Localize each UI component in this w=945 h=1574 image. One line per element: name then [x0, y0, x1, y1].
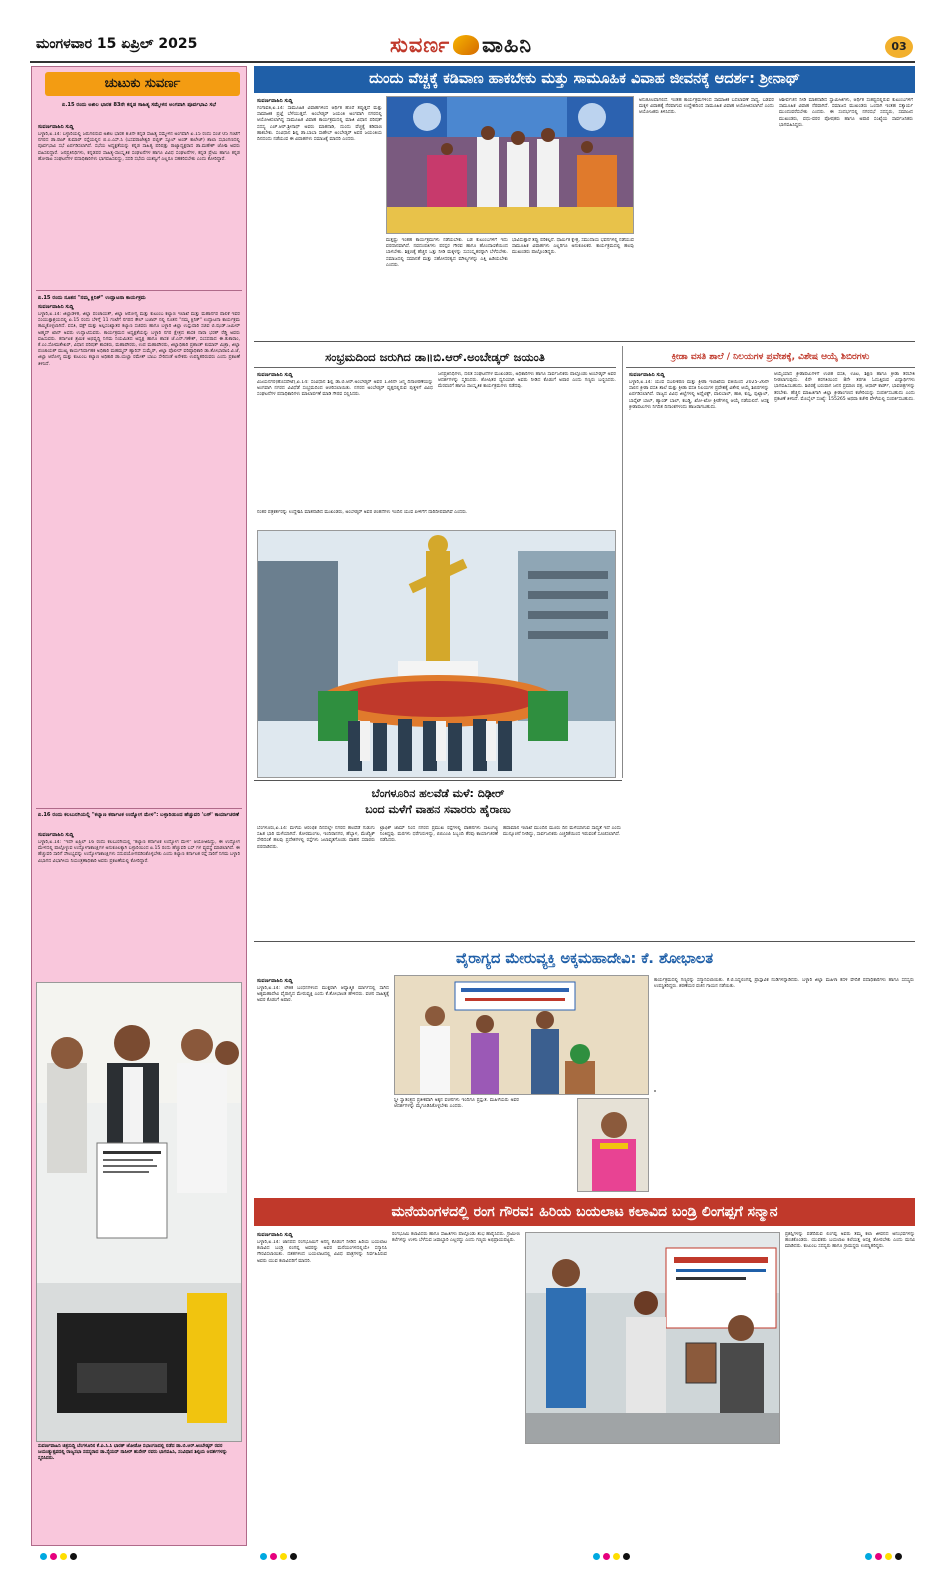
- sidebar-item1-byline: ಸುವರ್ಣವಾಹಿನಿ ಸುದ್ದಿ: [38, 124, 74, 130]
- sidebar-divider: [36, 808, 242, 809]
- sidebar-item1-head: ಏ.15 ರಂದು ಅಖಿಲ ಭಾರತ 83ನೇ ಕನ್ನಡ ಸಾಹಿತ್ಯ ಸಮ್ಮೇಳನ ಅಂಗವಾಗಿ ಪೂರ್ವಭಾವಿ ಸಭೆ: [62, 102, 216, 108]
- story1-headline: ದುಂದು ವೆಚ್ಚಕ್ಕೆ ಕಡಿವಾಣ ಹಾಕಬೇಕು ಮತ್ತು ಸಾಮೂಹಿಕ ವಿವಾಹ ಜೀವನಕ್ಕೆ ಆದರ್ಶ: ಶ್ರೀನಾಥ್: [254, 66, 915, 93]
- story5-col2: ಸ್ತ್ರೀ ಸ್ವಾತಂತ್ರ್ಯದ ಪ್ರತೀಕವಾಗಿ ಅಕ್ಕನ ವಚನಗಳು ಇಂದಿಗೂ ಪ್ರಸ್ತುತ. ಮಹಿಳೆಯರು ಅವರ ಆದರ್ಶಗಳನ್ನು ಮೈಗೂಡಿಸಿಕೊಳ್ಳಬೇಕು ಎಂದರು.: [394, 1098, 519, 1110]
- print-registration-marks: [593, 1553, 630, 1561]
- story2-headline: ಸಂಭ್ರಮದಿಂದ ಜರುಗಿದ ಡಾ॥ಬಿ.ಆರ್.ಅಂಬೇಡ್ಕರ್ ಜಯಂತಿ: [254, 346, 616, 368]
- sidebar-divider: [36, 290, 242, 291]
- masthead-right: ವಾಹಿನಿ: [482, 32, 533, 57]
- section-divider: [254, 780, 622, 781]
- sidebar-item2-body: ಬಳ್ಳಾರಿ,ಏ.14: ಜಿಲ್ಲಾಡಳಿತ, ಜಿಲ್ಲಾ ಪಂಚಾಯತ್, ಜಿಲ್ಲಾ ಆರೋಗ್ಯ ಮತ್ತು ಕುಟುಂಬ ಕಲ್ಯಾಣ ಇಲಾಖೆ ಮತ್ತು ಮಹಾನಗರ ಪಾಲಿಕೆ ಇವರ ಸಂಯುಕ್ತಾಶ್ರಯದಲ್ಲಿ ಏ.15 ರಂದು ಬೆಳಿಗ್ಗೆ 11 ಗಂಟೆಗೆ ನಗರದ ಕೌಲ್ ಬಜಾರ್ ನಲ್ಲಿ ನೂತನ "ನಮ್ಮ ಕ್ಲಿನಿಕ್" ಉದ್ಘಾಟನಾ ಕಾರ್ಯಕ್ರಮ ಹಮ್ಮಿಕೊಳ್ಳಲಾಗಿದೆ. ವಸತಿ, ವಕ್ಫ್ ಮತ್ತು ಅಲ್ಪಸಂಖ್ಯಾತರ ಕಲ್ಯಾಣ ಸಚಿವರು ಹಾಗೂ ಬಳ್ಳಾರಿ ಜಿಲ್ಲಾ ಉಸ್ತುವಾರಿ ಸಚಿವ ಬಿ.ಝಡ್.ಜಮೀರ್ ಅಹ್ಮದ್ ಖಾನ್ ಅವರು ಉದ್ಘಾಟಿಸುವರು. ಕಾರ್ಯಕ್ರಮದ ಅಧ್ಯಕ್ಷತೆಯನ್ನು ಬಳ್ಳಾರಿ ನಗರ ಕ್ಷೇತ್ರದ ಶಾಸಕ ನಾರಾ ಭರತ್ ರೆಡ್ಡಿ ಅವರು ವಹಿಸುವರು. ಕರ್ನಾಟಕ ಶ್ರಮಿಕ ಅಭಿವೃದ್ಧಿ ನಿಗಮ ನಿಯಮಿತದ ಅಧ್ಯಕ್ಷ ಹಾಗೂ ಶಾಸಕ ಜೆ.ಎನ್.ಗಣೇಶ್, ಸಂಸದರಾದ ಈ.ತುಕಾರಾಂ, ಕೆ.ಎಂ.ಸೋಮಶೇಖರ್, ವಿಧಾನ ಪರಿಷತ್ ಶಾಸಕರು, ಮಹಾಪೌರರು, ಉಪ ಮಹಾಪೌರರು, ಜಿಲ್ಲಾಧಿಕಾರಿ ಪ್ರಶಾಂತ್ ಕುಮಾರ್ ಮಿಶ್ರಾ, ಜಿಲ್ಲಾ ಪಂಚಾಯತ್ ಮುಖ್ಯ ಕಾರ್ಯನಿರ್ವಾಹಕ ಅಧಿಕಾರಿ ಮಹಮ್ಮದ್ ಹ್ಯಾರಿಸ್ ಸುಮೈರ್, ಜಿಲ್ಲಾ ಪೊಲೀಸ್ ವರಿಷ್ಠಾಧಿಕಾರಿ ಡಾ.ಶೋಭಾರಾಣಿ.ವಿ.ಜೆ, ಜಿಲ್ಲಾ ಆರೋಗ್ಯ ಮತ್ತು ಕುಟುಂಬ ಕಲ್ಯಾಣ ಅಧಿಕಾರಿ ಡಾ.ಯಲ್ಲಾ ರಮೇಶ್ ಬಾಬು ಸೇರಿದಂತೆ ಅನೇಕರು ಉಪಸ್ಥಿತರಿರುವರು ಎಂದು ಪ್ರಕಟಣೆ ತಿಳಿಸಿದೆ.: [38, 312, 240, 367]
- header-divider: [30, 61, 915, 63]
- story5-photo-woman: [577, 1098, 649, 1192]
- story6-col3-under-photo: [525, 1448, 780, 1540]
- story3-col1: ಬಳ್ಳಾರಿ,ಏ.14: ಯುವ ಸಬಲೀಕರಣ ಮತ್ತು ಕ್ರೀಡಾ ಇಲಾಖೆಯ ವತಿಯಿಂದ 2025-26ನೇ ಸಾಲಿನ ಕ್ರೀಡಾ ವಸತಿ ಶಾಲೆ ಮತ್ತು ಕ್ರೀಡಾ ವಸತಿ ನಿಲಯಗಳ ಪ್ರವೇಶಕ್ಕೆ ವಿಶೇಷ ಆಯ್ಕೆ ಶಿಬಿರಗಳನ್ನು ಏರ್ಪಡಿಸಲಾಗಿದೆ. ರಾಜ್ಯದ ವಿವಿಧ ಜಿಲ್ಲೆಗಳಲ್ಲಿ ಅಥ್ಲೆಟಿಕ್ಸ್, ವಾಲಿಬಾಲ್, ಹಾಕಿ, ಕುಸ್ತಿ, ಫುಟ್ಬಾಲ್, ಬಾಸ್ಕೆಟ್ ಬಾಲ್, ಹ್ಯಾಂಡ್ ಬಾಲ್, ಕಬಡ್ಡಿ, ಖೋ-ಖೋ ಕ್ರೀಡೆಗಳಲ್ಲಿ ಆಯ್ಕೆ ನಡೆಯಲಿದೆ. ಆಸಕ್ತ ಕ್ರೀಡಾಪಟುಗಳು ನಿಗದಿತ ದಿನಾಂಕಗಳಂದು ಹಾಜರಾಗಬಹುದು.: [629, 380, 769, 410]
- story6-byline: ಸುವರ್ಣವಾಹಿನಿ ಸುದ್ದಿ: [257, 1232, 293, 1238]
- page-number: 03: [885, 36, 913, 58]
- story5-byline: ಸುವರ್ಣವಾಹಿನಿ ಸುದ್ದಿ: [257, 978, 293, 984]
- story2-under: ನಂತರ ಪತ್ರಕರ್ತರನ್ನು ಉದ್ದೇಶಿಸಿ ಮಾತನಾಡಿದ ಮುಖಂಡರು, ಅಂಬೇಡ್ಕರ್ ಅವರ ಚಿಂತನೆಗಳು ಇಂದಿನ ಯುವ ಪೀಳಿಗೆಗೆ ದಾರಿದೀಪವಾಗಿವೆ ಎಂದರು.: [257, 510, 468, 515]
- story5-headline: ವೈರಾಗ್ಯದ ಮೇರುವ್ಯಕ್ತಿ ಅಕ್ಕಮಹಾದೇವಿ: ಕೆ. ಶೋಭಾಲತ: [455, 951, 714, 967]
- story5-photo: [394, 975, 649, 1095]
- print-registration-marks: [865, 1553, 902, 1561]
- story1-col4: ಅನುಕೂಲವಾಗಲಿದೆ. ಇಂತಹ ಕಾರ್ಯಕ್ರಮಗಳಿಂದ ಸಾಮಾಜಿಕ ಬದಲಾವಣೆ ಸಾಧ್ಯ. ಬಡವರ ಮಕ್ಕಳ ವಿವಾಹಕ್ಕೆ ನೆರವಾಗುವ ಉದ್ದೇಶದಿಂದ ಸಾಮೂಹಿಕ ವಿವಾಹ ಆಯೋಜಿಸಲಾಗಿದೆ ಎಂದು ಆಯೋಜಕರು ತಿಳಿಸಿದರು.: [639, 98, 774, 116]
- story5-col3: ಕಾರ್ಯಕ್ರಮದಲ್ಲಿ ಗಣ್ಯರನ್ನು ಸನ್ಮಾನಿಸಲಾಯಿತು. ಕೆ.ಬಿ.ಸಿದ್ದಲಿಂಗಪ್ಪ ಪ್ರಾಸ್ತಾವಿಕ ನುಡಿಗಳನ್ನಾಡಿದರು. ಬಳ್ಳಾರಿ ಜಿಲ್ಲಾ ಮಹಿಳಾ ಕದಳಿ ವೇದಿಕೆ ಪದಾಧಿಕಾರಿಗಳು ಹಾಗೂ ಸದಸ್ಯರು ಉಪಸ್ಥಿತರಿದ್ದರು. ಶರಣೆಯರ ವಚನ ಗಾಯನ ನಡೆಯಿತು.: [654, 978, 914, 990]
- sidebar-title: ಚುಟುಕು ಸುವರ್ಣ: [45, 72, 240, 96]
- section-divider: [254, 341, 915, 342]
- story3-byline: ಸುವರ್ಣವಾಹಿನಿ ಸುದ್ದಿ: [629, 372, 665, 378]
- masthead: [390, 30, 532, 60]
- story4-col2: ಟ್ರಾಫಿಕ್ ಜಾಮ್ ನಿಂದ ನಗರದ ಪ್ರಮುಖ ರಸ್ತೆಗಳಲ್ಲಿ ವಾಹನಗಳು ಸಾಲುಗಟ್ಟಿ ನಿಂತಿದ್ದವು. ಮರಗಳು ಧರೆಗುರುಳಿದ್ದು, ಬಿಬಿಎಂಪಿ ಸಿಬ್ಬಂದಿ ತೆರವು ಕಾರ್ಯಾಚರಣೆ ನಡೆಸಿದರು.: [380, 826, 498, 844]
- story6-headline: ಮನೆಯಂಗಳದಲ್ಲಿ ರಂಗ ಗೌರವ: ಹಿರಿಯ ಬಯಲಾಟ ಕಲಾವಿದ ಬಂಡ್ರಿ ಲಿಂಗಪ್ಪಗೆ ಸನ್ಮಾನ: [254, 1198, 915, 1226]
- masthead-logo-icon: [453, 35, 479, 55]
- story1-col1: ಗಂಗಾವತಿ,ಏ.14: ಸಾಮೂಹಿಕ ವಿವಾಹಗಳಿಂದ ಆರ್ಥಿಕ ಹೊರೆ ತಪ್ಪುತ್ತದೆ ಮತ್ತು ಸಾಮಾಜಿಕ ಪ್ರಜ್ಞೆ ಬೆಳೆಯುತ್ತದೆ. ಅಂಬೇಡ್ಕರ್ ಜಯಂತಿ ಅಂಗವಾಗಿ ನಗರದಲ್ಲಿ ಆಯೋಜಿಸಲಾಗಿದ್ದ ಸಾಮೂಹಿಕ ವಿವಾಹ ಕಾರ್ಯಕ್ರಮದಲ್ಲಿ ಮಾಜಿ ವಿಧಾನ ಪರಿಷತ್ ಸದಸ್ಯ ಎಚ್.ಆರ್.ಶ್ರೀನಾಥ್ ಅವರು ಮಾತನಾಡಿ, ದುಂದು ವೆಚ್ಚಕ್ಕೆ ಕಡಿವಾಣ ಹಾಕಬೇಕು. ಸಂವಿಧಾನ ಶಿಲ್ಪಿ ಡಾ.ಬಾಬಾ ಸಾಹೇಬ್ ಅಂಬೇಡ್ಕರ್ ಅವರ ಜಯಂತಿಯ ದಿನದಂದು ನಡೆಯುವ ಈ ವಿವಾಹಗಳು ಸಮಾಜಕ್ಕೆ ಮಾದರಿ ಎಂದರು.: [257, 106, 382, 143]
- story1-col3: ಭಾವಿಸುತ್ತಾರೆ ತಪ್ಪು ಪರಿಕಲ್ಪನೆ. ಧಾರ್ಮಿಕ ಕ್ಷೇತ್ರ, ಸಮುದಾಯ ಭವನಗಳಲ್ಲಿ ನಡೆಯುವ ಸಾಮೂಹಿಕ ವಿವಾಹಗಳು ಎಲ್ಲರಿಗೂ ಅನುಕೂಲಕರ. ಕಾರ್ಯಕ್ರಮದಲ್ಲಿ ಹಲವು ಮುಖಂಡರು ಪಾಲ್ಗೊಂಡಿದ್ದರು.: [512, 238, 634, 256]
- section-divider: [254, 941, 915, 942]
- sidebar-item3-byline: ಸುವರ್ಣವಾಹಿನಿ ಸುದ್ದಿ: [38, 832, 74, 838]
- sidebar-item3-body: ಬಳ್ಳಾರಿ,ಏ.14: "ಇದೇ ಏಪ್ರಿಲ್ 16 ರಂದು ಕಲಬುರಗಿಯಲ್ಲಿ "ಕಲ್ಯಾಣ ಕರ್ನಾಟಕ ಉದ್ಯೋಗ ಮೇಳ" ಆಯೋಜಿಸಿದ್ದು, ಈ ಉದ್ಯೋಗ ಮೇಳದಲ್ಲಿ ಪಾಲ್ಗೊಳ್ಳುವ ಉದ್ಯೋಗಾಕಾಂಕ್ಷಿಗಳ ಅನುಕೂಲಕ್ಕಾಗಿ ಬಳ್ಳಾರಿಯಿಂದ ಏ.15 ರಂದು ಹೆಚ್ಚುವರಿ ಬಸ್ ಗಳ ವ್ಯವಸ್ಥೆ ಮಾಡಲಾಗಿದೆ. ಈ ಹೆಚ್ಚುವರಿ ಸಾರಿಗೆ ಸೌಲಭ್ಯವನ್ನು ಉದ್ಯೋಗಾಕಾಂಕ್ಷಿಗಳು ಸದುಪಯೋಗಪಡಿಸಿಕೊಳ್ಳಬೇಕು ಎಂದು ಕಲ್ಯಾಣ ಕರ್ನಾಟಕ ರಸ್ತೆ ಸಾರಿಗೆ ನಿಗಮ ಬಳ್ಳಾರಿ ವಿಭಾಗದ ವಿಭಾಗೀಯ ನಿಯಂತ್ರಣಾಧಿಕಾರಿ ಅವರು ಪ್ರಕಟಣೆಯಲ್ಲಿ ಕೋರಿದ್ದಾರೆ.: [38, 840, 240, 864]
- story6-col2: ರಂಗಭೂಮಿ ಕಲಾವಿದರು ಹಾಗೂ ಸಾಹಿತಿಗಳು ಪಾಲ್ಗೊಂಡು ಶುಭ ಹಾರೈಸಿದರು. ಗ್ರಾಮೀಣ ಕಲೆಗಳನ್ನು ಉಳಿಸಿ ಬೆಳೆಸುವ ಜವಾಬ್ದಾರಿ ಎಲ್ಲರದ್ದು ಎಂದು ಗಣ್ಯರು ಅಭಿಪ್ರಾಯಪಟ್ಟರು.: [392, 1232, 520, 1244]
- story1-col2: ಮತ್ತಷ್ಟು ಇಂತಹ ಕಾರ್ಯಕ್ರಮಗಳು ನಡೆಯಬೇಕು. ಬಡ ಕುಟುಂಬಗಳಿಗೆ ಇದು ವರದಾನವಾಗಿದೆ. ನವದಂಪತಿಗಳು ಪರಸ್ಪರ ಗೌರವ ಹಾಗೂ ಹೊಂದಾಣಿಕೆಯಿಂದ ಬಾಳಬೇಕು. ಶಿಕ್ಷಣಕ್ಕೆ ಹೆಚ್ಚಿನ ಒತ್ತು ನೀಡಿ ಮಕ್ಕಳನ್ನು ಸುಸಂಸ್ಕೃತರನ್ನಾಗಿ ಬೆಳೆಸಬೇಕು. ಸಮಾಜದಲ್ಲಿ ಸಮಾನತೆ ಮತ್ತು ಸಹೋದರತ್ವದ ಮೌಲ್ಯಗಳನ್ನು ಎತ್ತಿ ಹಿಡಿಯಬೇಕು ಎಂದರು.: [386, 238, 508, 268]
- story4-headline: [254, 786, 622, 818]
- column-divider: [622, 346, 623, 778]
- story3-headline: ಕ್ರೀಡಾ ವಸತಿ ಶಾಲೆ / ನಿಲಯಗಳ ಪ್ರವೇಶಕ್ಕೆ, ವಿಶೇಷ ಆಯ್ಕೆ ಶಿಬಿರಗಳು: [626, 346, 915, 368]
- story2-col1: ವಿಜಯನಗರ(ಹೊಸಪೇಟೆ),ಏ.14: ಸಂವಿಧಾನ ಶಿಲ್ಪಿ ಡಾ.ಬಿ.ಆರ್.ಅಂಬೇಡ್ಕರ್ ಅವರ 134ನೇ ಜನ್ಮ ದಿನಾಚರಣೆಯನ್ನು ಅಂಗವಾಗಿ ನಗರದ ವಿವಿಧೆಡೆ ಸಂಭ್ರಮದಿಂದ ಆಚರಿಸಲಾಯಿತು. ನಗರದ ಅಂಬೇಡ್ಕರ್ ವೃತ್ತದಲ್ಲಿರುವ ಪುತ್ಥಳಿಗೆ ವಿವಿಧ ಸಂಘಟನೆಗಳ ಪದಾಧಿಕಾರಿಗಳು ಮಾಲಾರ್ಪಣೆ ಮಾಡಿ ಗೌರವ ಸಲ್ಲಿಸಿದರು.: [257, 380, 433, 398]
- story5-col2b: [523, 1098, 573, 1192]
- sidebar-item2-head: ಏ.15 ರಂದು ನೂತನ "ನಮ್ಮ ಕ್ಲಿನಿಕ್" ಉದ್ಘಾಟನಾ ಕಾರ್ಯಕ್ರಮ: [38, 295, 146, 301]
- issue-date: ಮಂಗಳವಾರ 15 ಏಪ್ರಿಲ್ 2025: [36, 36, 198, 52]
- sidebar-photo: [36, 982, 242, 1442]
- sidebar-item1-body: ಬಳ್ಳಾರಿ,ಏ.14: ಬಳ್ಳಾರಿಯಲ್ಲಿ ಜರುಗಲಿರುವ ಅಖಿಲ ಭಾರತ 83ನೇ ಕನ್ನಡ ಸಾಹಿತ್ಯ ಸಮ್ಮೇಳನ ಅಂಗವಾಗಿ ಏ.15 ರಂದು ಸಂಜೆ 05 ಗಂಟೆಗೆ ನಗರದ ಡಾ.ರಾಜ್ ಕುಮಾರ್ ರಸ್ತೆಯಲ್ಲಿನ ಬಿ.ಎ.ಎಸ್.ಸಿ (ಬಸವರಾಜೇಶ್ವರಿ ಪಬ್ಲಿಕ್ ಸ್ಕೂಲ್ ಅಂಡ್ ಕಾಲೇಜ್) ಶಾಲಾ ಸಭಾಂಗಣದಲ್ಲಿ ಪೂರ್ವಭಾವಿ ಸಭೆ ಏರ್ಪಡಿಸಲಾಗಿದೆ. ಸಭೆಯ ಅಧ್ಯಕ್ಷತೆಯನ್ನು ಕನ್ನಡ ಸಾಹಿತ್ಯ ಪರಿಷತ್ತು ರಾಜ್ಯಾಧ್ಯಕ್ಷರಾದ ಡಾ.ಮಹೇಶ್ ಜೋಶಿ ಅವರು ವಹಿಸಲಿದ್ದಾರೆ. ಜನಪ್ರತಿನಿಧಿಗಳು, ಕನ್ನಡಪರ ಸಾಹಿತ್ಯ-ಸಾಂಸ್ಕೃತಿಕ ಸಂಘಟನೆಗಳ ಹಾಗೂ ವಿವಿಧ ಸಂಘಟನೆಗಳ, ಕನ್ನಡ ಪ್ರೇಮಿ ಹಾಗೂ ಕನ್ನಡ ಹೋರಾಟ ಸಂಘಟನೆಗಳ ಪದಾಧಿಕಾರಿಗಳು ಭಾಗವಹಿಸಲಿದ್ದು, ಸದರಿ ಸಭೆಯ ಯಶಸ್ವಿಗೆ ಎಲ್ಲರೂ ಸಹಕರಿಸಬೇಕು ಎಂದು ಕೋರಿದ್ದಾರೆ.: [38, 132, 240, 162]
- story6-col1: ಬಳ್ಳಾರಿ,ಏ.14: ಜಾನಪದ ರಂಗಭೂಮಿಗೆ ಅನನ್ಯ ಕೊಡುಗೆ ನೀಡಿದ ಹಿರಿಯ ಬಯಲಾಟ ಕಲಾವಿದ ಬಂಡ್ರಿ ಲಿಂಗಪ್ಪ ಅವರನ್ನು ಅವರ ಮನೆಯಂಗಳದಲ್ಲಿಯೇ ಸನ್ಮಾನಿಸಿ ಗೌರವಿಸಲಾಯಿತು. ದಶಕಗಳಿಂದ ಬಯಲಾಟದಲ್ಲಿ ವಿವಿಧ ಪಾತ್ರಗಳನ್ನು ನಿರ್ವಹಿಸಿರುವ ಅವರು ಯುವ ಕಲಾವಿದರಿಗೆ ಮಾದರಿ.: [257, 1240, 387, 1264]
- story6-photo: [525, 1232, 780, 1444]
- sidebar-item2-byline: ಸುವರ್ಣವಾಹಿನಿ ಸುದ್ದಿ: [38, 304, 74, 310]
- print-registration-marks: [40, 1553, 77, 1561]
- story4-headline-line1: ಬೆಂಗಳೂರಿನ ಹಲವೆಡೆ ಮಳೆ: ದಿಢೀರ್: [371, 787, 505, 800]
- story2-photo-statue: [257, 530, 616, 778]
- story5-col1: ಬಳ್ಳಾರಿ,ಏ.14: ಲೌಕಿಕ ಬಂಧನಗಳಿಂದ ಮುಕ್ತರಾಗಿ ಆಧ್ಯಾತ್ಮಿಕ ಮಾರ್ಗದಲ್ಲಿ ಸಾಗಿದ ಅಕ್ಕಮಹಾದೇವಿ ವೈರಾಗ್ಯದ ಮೇರುವ್ಯಕ್ತಿ ಎಂದು ಕೆ.ಶೋಭಾಲತ ಹೇಳಿದರು. ವಚನ ಸಾಹಿತ್ಯಕ್ಕೆ ಅವರ ಕೊಡುಗೆ ಅಪಾರ.: [257, 986, 389, 1004]
- print-registration-marks: [260, 1553, 297, 1561]
- story3-col2: ಆಯ್ಕೆಯಾದ ಕ್ರೀಡಾಪಟುಗಳಿಗೆ ಉಚಿತ ವಸತಿ, ಊಟ, ಶಿಕ್ಷಣ ಹಾಗೂ ಕ್ರೀಡಾ ತರಬೇತಿ ನೀಡಲಾಗುವುದು. 4ನೇ ತರಗತಿಯಿಂದ 8ನೇ ತರಗತಿ ಓದುತ್ತಿರುವ ವಿದ್ಯಾರ್ಥಿಗಳು ಭಾಗವಹಿಸಬಹುದು. ಶಿಬಿರಕ್ಕೆ ಬರುವಾಗ ಜನನ ಪ್ರಮಾಣ ಪತ್ರ, ಆಧಾರ್ ಕಾರ್ಡ್, ಭಾವಚಿತ್ರಗಳನ್ನು ತರಬೇಕು. ಹೆಚ್ಚಿನ ಮಾಹಿತಿಗಾಗಿ ಜಿಲ್ಲಾ ಕ್ರೀಡಾಂಗಣದ ಕಚೇರಿಯನ್ನು ಸಂಪರ್ಕಿಸಬಹುದು ಎಂದು ಪ್ರಕಟಣೆ ತಿಳಿಸಿದೆ. ಮೊಬೈಲ್ ಸಂಖ್ಯೆ: 155265 ಅಥವಾ ಕಚೇರಿ ವೇಳೆಯಲ್ಲಿ ಸಂಪರ್ಕಿಸಬಹುದು.: [774, 372, 915, 402]
- story4-col3: ಹವಾಮಾನ ಇಲಾಖೆ ಮುಂದಿನ ಮೂರು ದಿನ ಮಳೆಯಾಗುವ ಸಾಧ್ಯತೆ ಇದೆ ಎಂದು ಮುನ್ಸೂಚನೆ ನೀಡಿದ್ದು, ಸಾರ್ವಜನಿಕರು ಎಚ್ಚರಿಕೆಯಿಂದ ಇರುವಂತೆ ಸೂಚಿಸಲಾಗಿದೆ.: [503, 826, 621, 838]
- story1-byline: ಸುವರ್ಣವಾಹಿನಿ ಸುದ್ದಿ: [257, 98, 293, 104]
- story2-col2: ಜನಪ್ರತಿನಿಧಿಗಳು, ದಲಿತ ಸಂಘಟನೆಗಳ ಮುಖಂಡರು, ಅಧಿಕಾರಿಗಳು ಹಾಗೂ ಸಾರ್ವಜನಿಕರು ಪಾಲ್ಗೊಂಡು ಅಂಬೇಡ್ಕರ್ ಅವರ ಆದರ್ಶಗಳನ್ನು ಸ್ಮರಿಸಿದರು. ಶೋಷಿತರ ಧ್ವನಿಯಾಗಿ ಅವರು ನೀಡಿದ ಕೊಡುಗೆ ಅಪಾರ ಎಂದು ಗಣ್ಯರು ಬಣ್ಣಿಸಿದರು. ಮೆರವಣಿಗೆ ಹಾಗೂ ಸಾಂಸ್ಕೃತಿಕ ಕಾರ್ಯಕ್ರಮಗಳು ನಡೆದವು.: [438, 372, 616, 390]
- story4-headline-line2: ಬಂದ ಮಳೆಗೆ ವಾಹನ ಸವಾರರು ಹೈರಾಣು: [365, 803, 511, 816]
- story1-col5: ಆಶೀರ್ವಚನ ನೀಡಿ ಮಾತನಾಡಿದ ಸ್ವಾಮೀಜಿಗಳು, ಆರ್ಥಿಕ ಸಂಕಷ್ಟದಲ್ಲಿರುವ ಕುಟುಂಬಗಳಿಗೆ ಸಾಮೂಹಿಕ ವಿವಾಹ ನೆರವಾಗಿದೆ. ಸಮಾಜದ ಮುಖಂಡರು ಒಂದಾಗಿ ಇಂತಹ ಸತ್ಕಾರ್ಯ ಮುಂದುವರೆಸಬೇಕು ಎಂದರು. ಈ ಸಂದರ್ಭದಲ್ಲಿ ನಗರಸಭೆ ಸದಸ್ಯರು, ಸಮಾಜದ ಮುಖಂಡರು, ವಧು-ವರರ ಪೋಷಕರು ಹಾಗೂ ಅಪಾರ ಸಂಖ್ಯೆಯ ಸಾರ್ವಜನಿಕರು ಭಾಗವಹಿಸಿದ್ದರು.: [779, 98, 913, 128]
- sidebar-photo-caption: ಸುವರ್ಣವಾಹಿನಿ ಚಿತ್ರಸುದ್ದಿ ಬೆಂಗಳೂರಿನ ಕೆ.ಪಿ.ಸಿ.ಸಿ ಭಾರತ್ ಜೋಡೋ ಸಭಾಂಗಣದಲ್ಲಿ ನಡೆದ ಡಾ.ಬಿ.ಆರ್.ಅಂಬೇಡ್ಕರ್ ರವರ ಜಯಂತ್ಯುತ್ಸವದಲ್ಲಿ ರಾಜ್ಯಸಭಾ ಸದಸ್ಯರಾದ ಡಾ.ಸೈಯದ್ ನಾಸೀರ್ ಹುಸೇನ್ ರವರು ಭಾಗವಹಿಸಿ, ಸಂವಿಧಾನ ಶಿಲ್ಪಿಯ ಆದರ್ಶಗಳನ್ನು ಸ್ಮರಿಸಿದರು.: [38, 1444, 228, 1461]
- sidebar-item3-head: ಏ.16 ರಂದು ಕಲಬುರಗಿಯಲ್ಲಿ "ಕಲ್ಯಾಣ ಕರ್ನಾಟಕ ಉದ್ಯೋಗ ಮೇಳ": ಬಳ್ಳಾರಿಯಿಂದ ಹೆಚ್ಚುವರಿ 'ಬಸ್' ಕಾರ್ಯಾಚರಣೆ: [38, 812, 240, 818]
- story2-byline: ಸುವರ್ಣವಾಹಿನಿ ಸುದ್ದಿ: [257, 372, 293, 378]
- masthead-left: ಸುವರ್ಣ: [390, 32, 451, 57]
- story1-photo: [386, 96, 634, 234]
- story4-col1: ಬೆಂಗಳೂರು,ಏ.14: ಮಳೆಯ ಆರಂಭಿಕ ದಿನದಲ್ಲೇ ನಗರದ ಹಲವೆಡೆ ಗುಡುಗು ಸಹಿತ ಭಾರಿ ಮಳೆಯಾಗಿದೆ. ಕೋರಮಂಗಲ, ಇಂದಿರಾನಗರ, ಹೆಬ್ಬಾಳ, ಮೆಜೆಸ್ಟಿಕ್ ಸೇರಿದಂತೆ ಹಲವು ಪ್ರದೇಶಗಳಲ್ಲಿ ರಸ್ತೆಗಳು ಜಲಾವೃತಗೊಂಡು ವಾಹನ ಸವಾರರು ಪರದಾಡಿದರು.: [257, 826, 375, 850]
- story6-col3: ಪ್ರಶಸ್ತಿಗಳನ್ನು ಪಡೆದಿರುವ ಲಿಂಗಪ್ಪ ಅವರು ತಮ್ಮ ಕಲಾ ಜೀವನದ ಅನುಭವಗಳನ್ನು ಹಂಚಿಕೊಂಡರು. ಯುವಕರು ಬಯಲಾಟ ಕಲೆಯತ್ತ ಆಸಕ್ತಿ ತೋರಬೇಕು ಎಂದು ಮನವಿ ಮಾಡಿದರು. ಕುಟುಂಬ ಸದಸ್ಯರು ಹಾಗೂ ಗ್ರಾಮಸ್ಥರು ಉಪಸ್ಥಿತರಿದ್ದರು.: [785, 1232, 915, 1250]
